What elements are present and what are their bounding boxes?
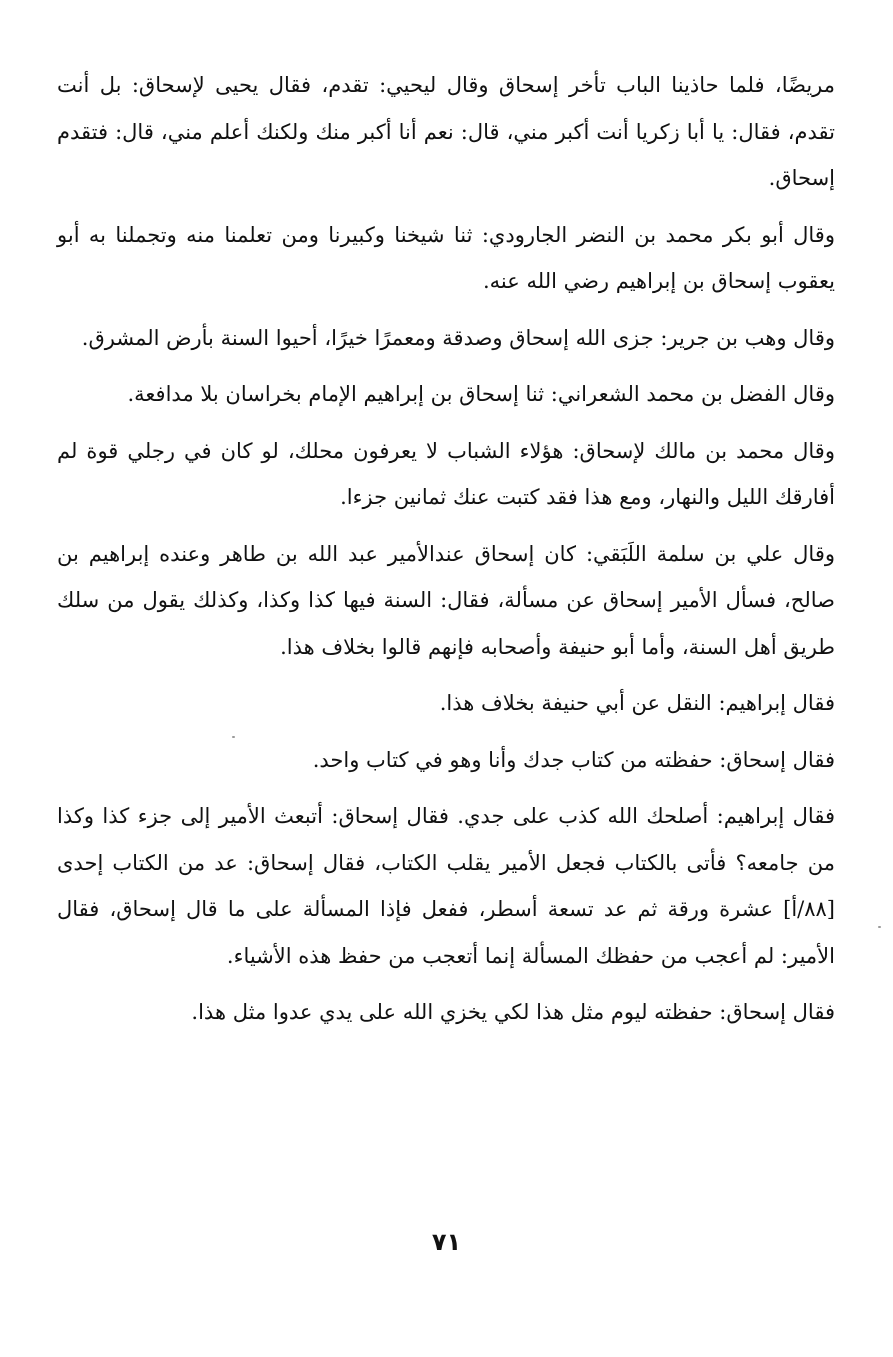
scan-speck bbox=[878, 926, 881, 928]
paragraph-5: وقال محمد بن مالك لإسحاق: هؤلاء الشباب لا يعرفون محلك، لو كان في رجلي قوة لم أفارقك الليل والنهار، ومع هذا فقد كتبت عنك ثمانين جزءا. bbox=[57, 438, 835, 509]
paragraph-9: فقال إبراهيم: أصلحك الله كذب على جدي. فقال إسحاق: أتبعث الأمير إلى جزء كذا وكذا من جامعه؟ فأتى بالكتاب فجعل الأمير يقلب الكتاب، فقال إسحاق: عد من الكتاب إحدى [٨٨/أ] عشرة ورقة ثم عد تسعة أسطر، ففعل فإذا المسألة على ما قال إسحاق، فقال الأمير: لم أعجب من حفظك المسألة إنما أتعجب من حفظ هذه الأشياء. bbox=[57, 804, 835, 968]
paragraph-1: مريضًا، فلما حاذينا الباب تأخر إسحاق وقال ليحيي: تقدم، فقال يحيى لإسحاق: بل أنت تقدم، فقال: يا أبا زكريا أنت أكبر مني، قال: نعم أنا أكبر منك ولكنك أعلم مني، قال: فتقدم إسحاق. bbox=[57, 73, 835, 190]
scan-speck bbox=[232, 736, 235, 738]
page-body bbox=[57, 62, 835, 1046]
paragraph-4: وقال الفضل بن محمد الشعراني: ثنا إسحاق بن إبراهيم الإمام بخراسان بلا مدافعة. bbox=[127, 382, 835, 406]
paragraph-8: فقال إسحاق: حفظته من كتاب جدك وأنا وهو في كتاب واحد. bbox=[312, 747, 835, 772]
paragraph-7: فقال إبراهيم: النقل عن أبي حنيفة بخلاف هذا. bbox=[439, 691, 835, 715]
page-number: ٧١ bbox=[431, 1228, 462, 1256]
paragraph-6: وقال علي بن سلمة اللَبَقي: كان إسحاق عندالأمير عبد الله بن طاهر وعنده إبراهيم بن صالح، فسأل الأمير إسحاق عن مسألة، فقال: السنة فيها كذا وكذا، وكذلك يقول من سلك طريق أهل السنة، وأما أبو حنيفة وأصحابه فإنهم قالوا بخلاف هذا. bbox=[57, 541, 835, 659]
paragraph-3: وقال وهب بن جرير: جزى الله إسحاق وصدقة ومعمرًا خيرًا، أحيوا السنة بأرض المشرق. bbox=[81, 325, 835, 350]
paragraph-10: فقال إسحاق: حفظته ليوم مثل هذا لكي يخزي الله على يدي عدوا مثل هذا. bbox=[191, 1000, 835, 1024]
paragraph-2: وقال أبو بكر محمد بن النضر الجارودي: ثنا شيخنا وكبيرنا ومن تعلمنا منه وتجملنا به أبو يعقوب إسحاق بن إبراهيم رضي الله عنه. bbox=[57, 222, 835, 293]
